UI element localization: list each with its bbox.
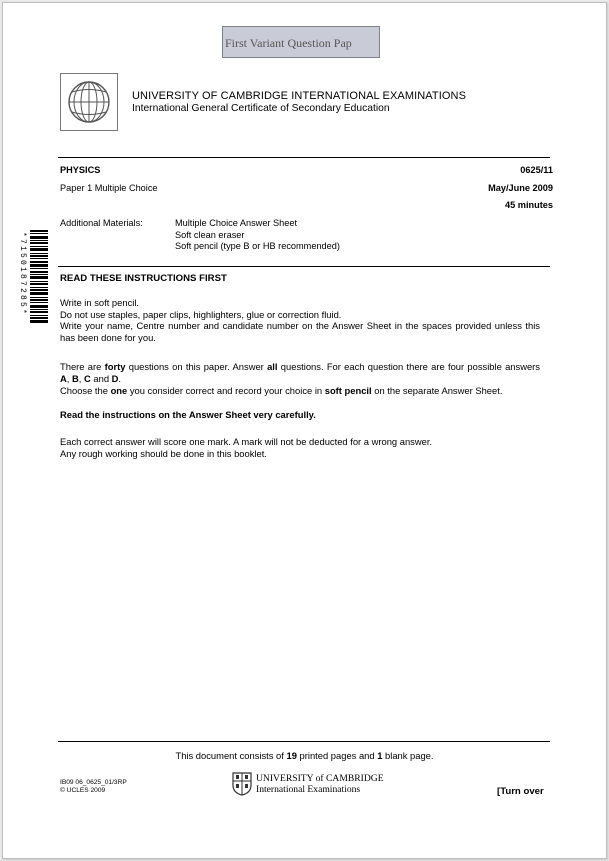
divider-top [58, 157, 550, 158]
instructions-block-4: Read the instructions on the Answer Sheet very carefully. [60, 409, 316, 420]
cambridge-logo-line2: International Examinations [256, 784, 361, 795]
instruction-line: Do not use staples, paper clips, highlighters, glue or correction fluid. [60, 308, 342, 320]
copyright: © UCLES 2009 [60, 787, 106, 794]
cambridge-logo-line1: UNIVERSITY of CAMBRIDGE [256, 773, 384, 784]
instructions-block-1 [60, 297, 540, 343]
materials-list [175, 218, 340, 253]
university-title: UNIVERSITY OF CAMBRIDGE INTERNATIONAL EXAMINATIONS [132, 90, 467, 102]
barcode-number: *7150187285* [18, 232, 27, 317]
cambridge-logo-text [256, 773, 384, 795]
instructions-heading: READ THESE INSTRUCTIONS FIRST [60, 273, 227, 284]
cambridge-logo [232, 772, 384, 796]
instruction-line: Write your name, Centre number and candidate number on the Answer Sheet in the spaces provided unless this has been done for you. [60, 320, 540, 343]
turn-over-label: [Turn over [497, 786, 544, 797]
instruction-line: Each correct answer will score one mark. A mark will not be deducted for a wrong answer. [60, 436, 433, 447]
duration-label: 45 minutes [505, 200, 553, 210]
variant-label-box: First Variant Question Pap [222, 26, 380, 58]
instructions-block-5 [60, 436, 540, 459]
certificate-subtitle: International General Certificate of Secondary Education [132, 103, 390, 114]
instruction-line: Write in soft pencil. [60, 297, 140, 308]
paper-code: 0625/11 [520, 165, 553, 175]
divider-footer [58, 741, 550, 742]
materials-label: Additional Materials: [60, 218, 143, 228]
globe-logo-icon [60, 73, 118, 131]
instructions-block-2: There are forty questions on this paper. Answer all questions. For each question there are four possible answers A, B, C and D. [60, 361, 540, 384]
divider-instructions [58, 266, 550, 267]
document-reference [60, 779, 127, 795]
barcode-icon [30, 230, 50, 350]
paper-name: Paper 1 Multiple Choice [60, 183, 158, 193]
materials-item: Soft pencil (type B or HB recommended) [175, 241, 340, 251]
page-count-note: This document consists of 19 printed pages and 1 blank page. [175, 750, 434, 761]
cambridge-shield-icon [232, 772, 252, 796]
materials-item: Soft clean eraser [175, 229, 245, 240]
reference-code: IB09 06_0625_01/3RP [60, 779, 127, 786]
subject-label: PHYSICS [60, 165, 101, 175]
session-label: May/June 2009 [488, 183, 553, 193]
instructions-block-3: Choose the one you consider correct and record your choice in soft pencil on the separate Answer Sheet. [60, 385, 503, 396]
instruction-line: Any rough working should be done in this booklet. [60, 447, 267, 459]
materials-item: Multiple Choice Answer Sheet [175, 218, 298, 228]
